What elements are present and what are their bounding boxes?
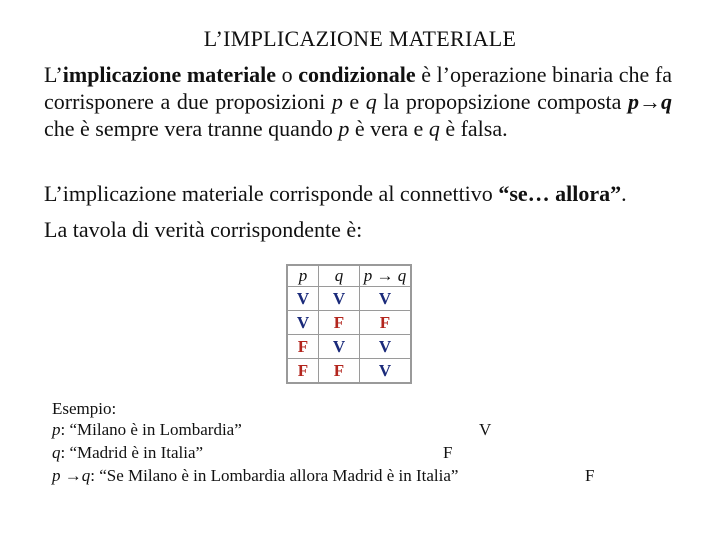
table-row [287, 335, 411, 359]
var-p: p [338, 116, 350, 141]
cell: F [287, 335, 319, 359]
example-row-implication [52, 466, 458, 486]
example-text: : “Se Milano è in Lombardia allora Madrid è in Italia” [90, 466, 459, 485]
text: L’implicazione materiale corrisponde al connettivo [44, 181, 499, 206]
term-se-allora: “se… allora” [498, 181, 622, 206]
term-implicazione-materiale: implicazione materiale [62, 62, 277, 87]
text: la propopsizione composta [376, 89, 628, 114]
table-row [287, 311, 411, 335]
text: . [621, 181, 627, 206]
cell: V [287, 311, 319, 335]
text: è l’operazione binaria che fa corrisponere a due proposizioni [44, 62, 672, 114]
example-value-q: F [443, 443, 453, 462]
expr-p: p [628, 89, 639, 114]
example-value-implication: F [585, 466, 595, 485]
truth-table [286, 264, 412, 384]
var-p: p [331, 89, 343, 114]
example-heading: Esempio: [52, 399, 117, 418]
truth-table-header [287, 265, 411, 287]
var-p-implies-q: p →q [52, 466, 91, 485]
cell: V [319, 335, 360, 359]
cell: V [287, 287, 319, 311]
table-row [287, 287, 411, 311]
page-title: L’IMPLICAZIONE MATERIALE [203, 26, 517, 51]
example-value-p: V [479, 420, 492, 439]
header-q: q [319, 265, 360, 287]
text: è falsa. [439, 116, 508, 141]
text: o [276, 62, 299, 87]
example-text: : “Milano è in Lombardia” [60, 420, 242, 439]
table-intro: La tavola di verità corrispondente è: [44, 217, 363, 242]
term-condizionale: condizionale [298, 62, 416, 87]
cell: V [360, 287, 412, 311]
header-p-implies-q: p → q [360, 265, 412, 287]
var-p: p [52, 420, 61, 439]
expr-q: q [661, 89, 672, 114]
text: è vera e [349, 116, 429, 141]
var-q: q [428, 116, 440, 141]
cell: F [319, 311, 360, 335]
cell: F [319, 359, 360, 384]
cell: V [319, 287, 360, 311]
connective-paragraph [44, 180, 672, 207]
table-row [287, 359, 411, 384]
cell: F [287, 359, 319, 384]
header-p: p [287, 265, 319, 287]
arrow-icon: → [639, 89, 661, 114]
example-row-p [52, 420, 242, 440]
example-text: : “Madrid è in Italia” [60, 443, 204, 462]
var-q: q [52, 443, 61, 462]
example-row-q [52, 443, 203, 463]
var-q: q [365, 89, 377, 114]
text: L’ [44, 62, 63, 87]
text: e [342, 89, 366, 114]
text: che è sempre vera tranne quando [44, 116, 339, 141]
cell: F [360, 311, 412, 335]
cell: V [360, 359, 412, 384]
definition-paragraph [44, 61, 672, 142]
cell: V [360, 335, 412, 359]
